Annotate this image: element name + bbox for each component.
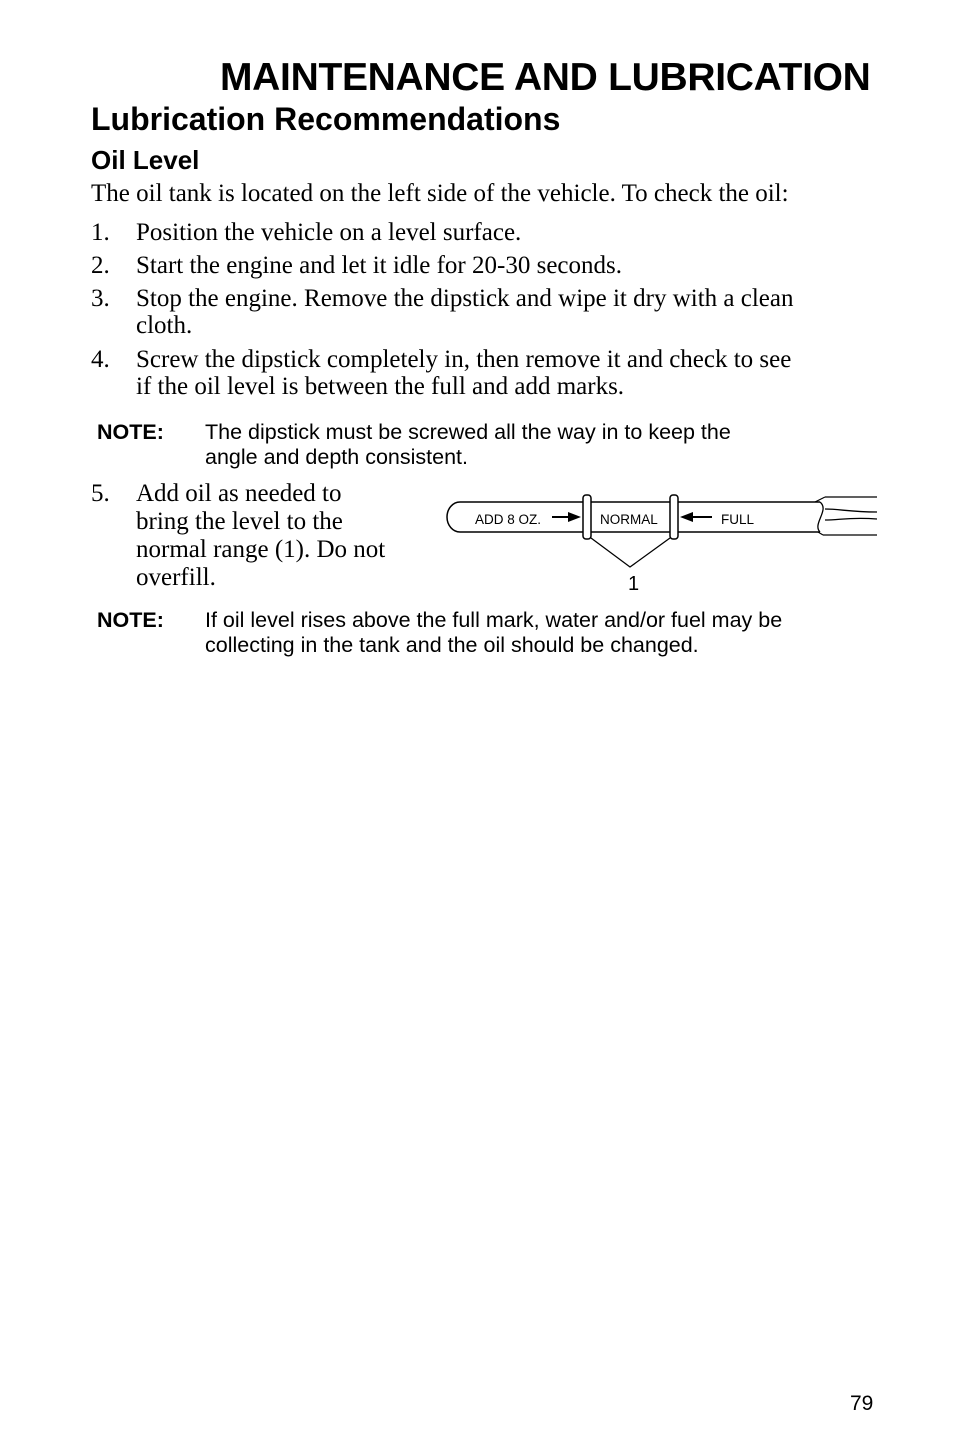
callout-number: 1 bbox=[628, 573, 640, 595]
normal-range-callout bbox=[591, 538, 670, 567]
step-text: Add oil as needed to bring the level to the normal range (1). Do not overfill. bbox=[136, 480, 386, 591]
page-number: 79 bbox=[850, 1392, 874, 1415]
note-label: NOTE: bbox=[97, 420, 164, 444]
note-text: The dipstick must be screwed all the way in to keep the angle and depth consistent. bbox=[205, 420, 731, 469]
section-title: MAINTENANCE AND LUBRICATION bbox=[220, 56, 871, 99]
dipstick-handle-lines bbox=[823, 497, 877, 535]
step-number: 5. bbox=[91, 480, 110, 507]
full-mark bbox=[670, 495, 678, 539]
intro-paragraph: The oil tank is located on the left side of the vehicle. To check the oil: bbox=[91, 180, 789, 207]
step-text: Position the vehicle on a level surface. bbox=[136, 219, 522, 246]
full-label: FULL bbox=[721, 512, 755, 527]
step-number: 3. bbox=[91, 285, 110, 312]
note-label: NOTE: bbox=[97, 608, 164, 632]
step-number: 2. bbox=[91, 252, 110, 279]
arrow-right-icon bbox=[568, 512, 581, 522]
dipstick-diagram bbox=[440, 490, 885, 600]
note-text: If oil level rises above the full mark, water and/or fuel may be collecting in the tank and the oil should be changed. bbox=[205, 608, 783, 657]
normal-label: NORMAL bbox=[600, 512, 658, 527]
step-text: Start the engine and let it idle for 20-30 seconds. bbox=[136, 252, 622, 279]
step-text: Stop the engine. Remove the dipstick and wipe it dry with a clean cloth. bbox=[136, 285, 794, 339]
add-label: ADD 8 OZ. bbox=[475, 512, 542, 527]
add-mark bbox=[583, 495, 591, 539]
subsection-title: Lubrication Recommendations bbox=[91, 101, 561, 137]
topic-title: Oil Level bbox=[91, 145, 200, 175]
step-number: 1. bbox=[91, 219, 110, 246]
step-number: 4. bbox=[91, 346, 110, 373]
dipstick-break-line bbox=[818, 502, 823, 532]
arrow-left-icon bbox=[680, 512, 693, 522]
step-text: Screw the dipstick completely in, then remove it and check to see if the oil level is between the full and add marks. bbox=[136, 346, 792, 400]
